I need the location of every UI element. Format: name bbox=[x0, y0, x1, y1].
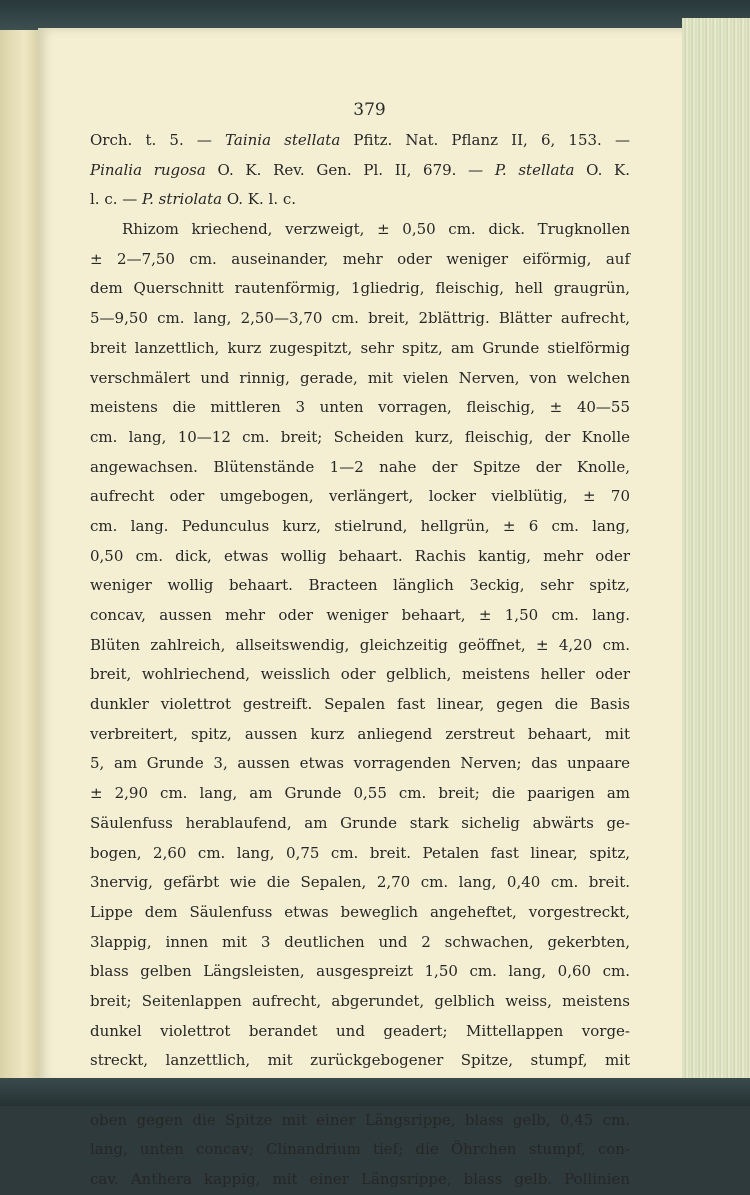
text-line: ± 2,90 cm. lang, am Grunde 0,55 cm. breit; die paarigen am bbox=[90, 784, 630, 803]
text-line: blass gelben Längsleisten, ausgespreizt 1,50 cm. lang, 0,60 cm. bbox=[90, 962, 630, 981]
text-line: cm. lang, 10—12 cm. breit; Scheiden kurz, fleischig, der Knolle bbox=[90, 427, 630, 446]
text-line: angewachsen. Blütenstände 1—2 nahe der Spitze der Knolle, bbox=[90, 457, 630, 476]
text-line: dunkel violettrot berandet und geadert; Mittellappen vorge- bbox=[90, 1021, 630, 1040]
text-line: cm. lang. Pedunculus kurz, stielrund, hellgrün, ± 6 cm. lang, bbox=[90, 516, 630, 535]
text-line: meistens die mittleren 3 unten vorragen, fleischig, ± 40—55 bbox=[90, 398, 630, 417]
text-line: verbreitert, spitz, aussen kurz anliegend zerstreut behaart, mit bbox=[90, 724, 630, 743]
text-line: 0,50 cm. dick, etwas wollig behaart. Rachis kantig, mehr oder bbox=[90, 546, 630, 565]
body-text bbox=[90, 126, 630, 1195]
text-line: Orch. t. 5. — Tainia stellata Pfitz. Nat. Pflanz II, 6, 153. — bbox=[90, 131, 630, 149]
facing-page-edge bbox=[0, 30, 40, 1085]
book-cover-bottom bbox=[0, 1078, 750, 1106]
text-line: Blüten zahlreich, allseitswendig, gleichzeitig geöffnet, ± 4,20 cm. bbox=[90, 635, 630, 654]
book-page bbox=[38, 28, 686, 1189]
text-line: breit lanzettlich, kurz zugespitzt, sehr spitz, am Grunde stielförmig bbox=[90, 338, 630, 357]
text-line: verschmälert und rinnig, gerade, mit vielen Nerven, von welchen bbox=[90, 368, 630, 387]
page-stack-edge bbox=[682, 18, 750, 1093]
text-line: dunkler violettrot gestreift. Sepalen fast linear, gegen die Basis bbox=[90, 695, 630, 714]
text-line: Lippe dem Säulenfuss etwas beweglich angeheftet, vorgestreckt, bbox=[90, 902, 630, 921]
text-line: 5, am Grunde 3, aussen etwas vorragenden Nerven; das unpaare bbox=[90, 754, 630, 773]
text-line: dem Querschnitt rautenförmig, 1gliedrig, fleischig, hell graugrün, bbox=[90, 279, 630, 298]
text-line: breit; Seitenlappen aufrecht, abgerundet, gelblich weiss, meistens bbox=[90, 991, 630, 1010]
text-line: ± 2—7,50 cm. auseinander, mehr oder weniger eiförmig, auf bbox=[90, 249, 630, 268]
text-line: 5—9,50 cm. lang, 2,50—3,70 cm. breit, 2blättrig. Blätter aufrecht, bbox=[90, 309, 630, 328]
text-line: cav. Anthera kappig, mit einer Längsrippe, blass gelb. Pollinien bbox=[90, 1170, 630, 1189]
text-line: 3nervig, gefärbt wie die Sepalen, 2,70 cm. lang, 0,40 cm. breit. bbox=[90, 873, 630, 892]
text-line: breit, wohlriechend, weisslich oder gelblich, meistens heller oder bbox=[90, 665, 630, 684]
text-line: aufrecht oder umgebogen, verlängert, locker vielblütig, ± 70 bbox=[90, 487, 630, 506]
text-line: lang, unten concav; Clinandrium tief; die Öhrchen stumpf, con- bbox=[90, 1140, 630, 1159]
text-line: 3lappig, innen mit 3 deutlichen und 2 schwachen, gekerbten, bbox=[90, 932, 630, 951]
text-line: streckt, lanzettlich, mit zurückgebogener Spitze, stumpf, mit bbox=[90, 1051, 630, 1070]
text-line: l. c. — P. striolata O. K. l. c. bbox=[90, 190, 297, 209]
page-number: 379 bbox=[353, 100, 386, 120]
text-line: oben gegen die Spitze mit einer Längsrippe, blass gelb, 0,45 cm. bbox=[90, 1110, 630, 1129]
text-line: Säulenfuss herablaufend, am Grunde stark sichelig abwärts ge- bbox=[90, 813, 630, 832]
text-line: bogen, 2,60 cm. lang, 0,75 cm. breit. Petalen fast linear, spitz, bbox=[90, 843, 630, 862]
text-line: weniger wollig behaart. Bracteen länglich 3eckig, sehr spitz, bbox=[90, 576, 630, 595]
text-line: Rhizom kriechend, verzweigt, ± 0,50 cm. dick. Trugknollen bbox=[122, 220, 630, 239]
text-line: concav, aussen mehr oder weniger behaart, ± 1,50 cm. lang. bbox=[90, 606, 630, 624]
text-line: Pinalia rugosa O. K. Rev. Gen. Pl. II, 679. — P. stellata O. K. bbox=[90, 160, 630, 179]
